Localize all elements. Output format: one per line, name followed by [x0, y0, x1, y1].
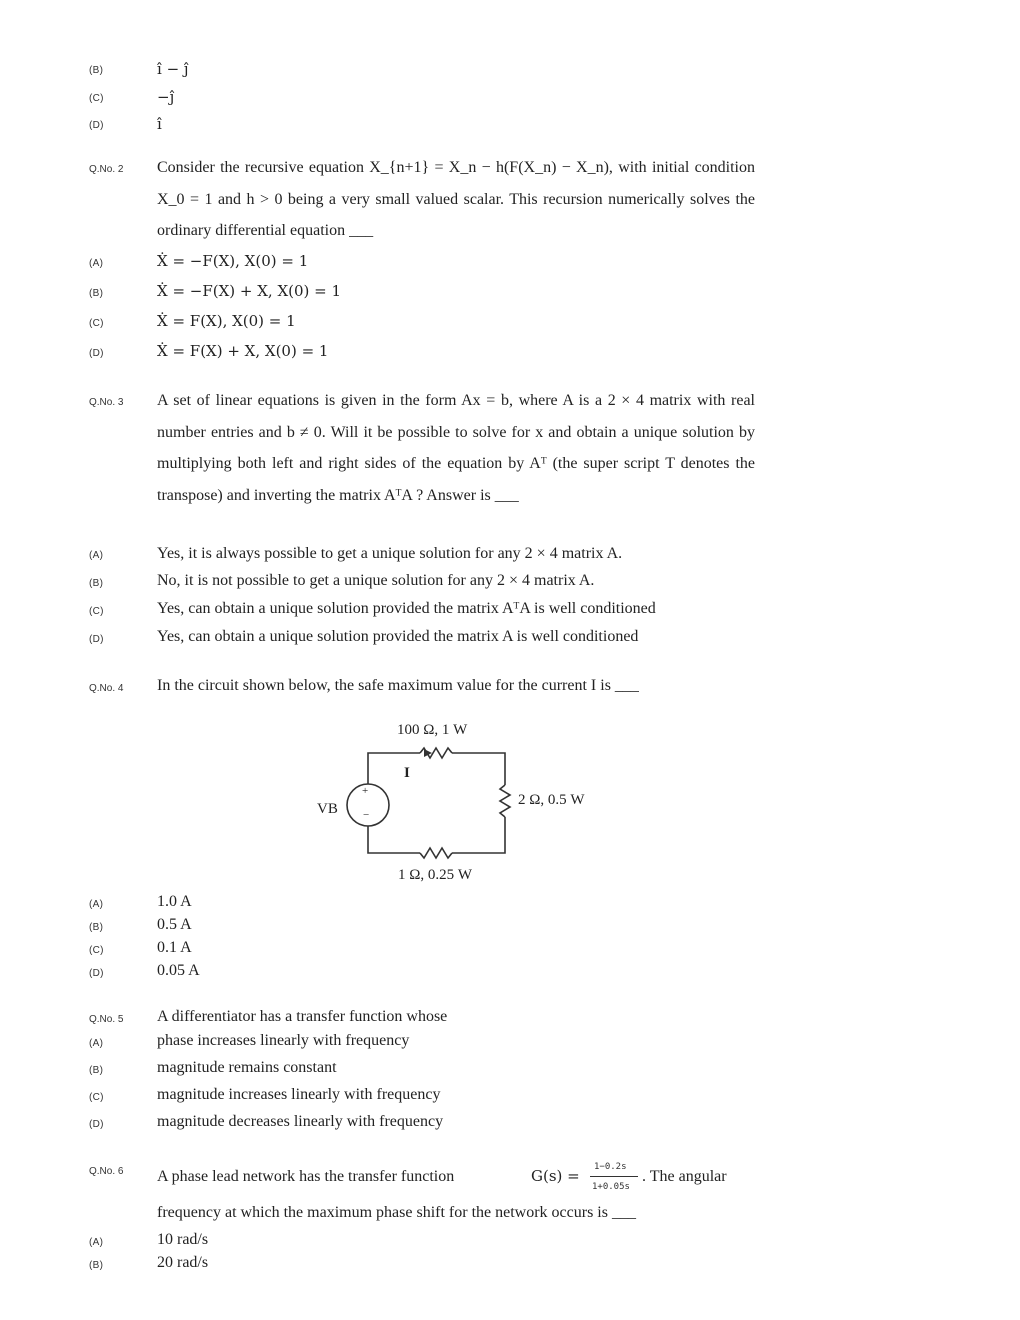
option-label: (D) — [89, 968, 104, 979]
option-text: Ẋ = −F(X), X(0) = 1 — [157, 252, 309, 270]
question-number: Q.No. 2 — [89, 164, 124, 175]
option-label: (C) — [89, 606, 104, 617]
option-label: (B) — [89, 1065, 104, 1076]
option-text: Ẋ = −F(X) + X, X(0) = 1 — [157, 282, 342, 300]
option-label: (A) — [89, 1038, 104, 1049]
right-resistor-label: 2 Ω, 0.5 W — [518, 792, 585, 808]
option-text: 10 rad/s — [157, 1231, 209, 1248]
option-text: Yes, can obtain a unique solution provided the matrix AᵀA is well conditioned — [157, 600, 656, 617]
option-label: (D) — [89, 634, 104, 645]
right-resistor — [500, 785, 510, 817]
fraction-denominator: 1+0.05s — [592, 1182, 630, 1192]
fraction-numerator: 1−0.2s — [594, 1162, 627, 1172]
question-text: Consider the recursive equation X_{n+1} = X_n − h(F(X_n) − X_n), with initial condition X_0 = 1 and h > 0 being a very small valued scalar. This recursion numerically solves the ordinary differential equation ___ — [157, 159, 755, 239]
question-text: A differentiator has a transfer function whose — [157, 1008, 448, 1025]
option-text: −ȷ̂ — [157, 88, 175, 106]
option-text: Ẋ = F(X) + X, X(0) = 1 — [157, 342, 329, 360]
question-text: In the circuit shown below, the safe maximum value for the current I is ___ — [157, 677, 639, 694]
transfer-function-label: G(s) = — [531, 1167, 580, 1185]
option-text: ı̂ − ȷ̂ — [157, 60, 189, 78]
option-text: magnitude decreases linearly with frequency — [157, 1113, 444, 1130]
option-text: Ẋ = F(X), X(0) = 1 — [157, 312, 296, 330]
option-label: (B) — [89, 288, 104, 299]
option-label: (D) — [89, 1119, 104, 1130]
top-resistor-label: 100 Ω, 1 W — [397, 722, 468, 738]
fraction-bar — [590, 1176, 638, 1177]
option-label: (D) — [89, 348, 104, 359]
top-right-wire — [452, 753, 505, 785]
option-label: (A) — [89, 258, 104, 269]
option-label: (A) — [89, 899, 104, 910]
option-text: 0.05 A — [157, 962, 200, 979]
plus-sign: + — [362, 785, 369, 797]
option-label: (B) — [89, 1260, 104, 1271]
option-label: (B) — [89, 65, 104, 76]
question-text-line2: frequency at which the maximum phase shift for the network occurs is ___ — [157, 1204, 636, 1221]
option-label: (D) — [89, 120, 104, 131]
question-text-part1: A phase lead network has the transfer function — [157, 1168, 455, 1185]
option-label: (A) — [89, 1237, 104, 1248]
current-label: I — [404, 765, 410, 781]
bottom-resistor-label: 1 Ω, 0.25 W — [398, 867, 473, 883]
option-text: 0.5 A — [157, 916, 192, 933]
question-text-part2: . The angular — [642, 1168, 727, 1185]
minus-sign: − — [363, 809, 370, 821]
option-text: 1.0 A — [157, 893, 192, 910]
circuit-diagram — [300, 715, 620, 890]
option-label: (C) — [89, 945, 104, 956]
option-text: 0.1 A — [157, 939, 192, 956]
top-wire — [368, 753, 420, 785]
option-label: (B) — [89, 578, 104, 589]
source-label: VB — [317, 801, 338, 817]
question-text: A set of linear equations is given in the form Ax = b, where A is a 2 × 4 matrix with real number entries and b ≠ 0. Will it be possible to solve for x and obtain a unique solution by multiplying both left and right sides of the equation by Aᵀ (the super script T denotes the transpose) and inverting the matrix AᵀA ? Answer is ___ — [157, 392, 755, 504]
option-label: (C) — [89, 93, 104, 104]
bottom-left-wire — [368, 825, 420, 853]
question-number: Q.No. 4 — [89, 683, 124, 694]
option-label: (C) — [89, 318, 104, 329]
option-text: phase increases linearly with frequency — [157, 1032, 410, 1049]
question-number: Q.No. 6 — [89, 1166, 124, 1177]
option-text: ı̂ — [157, 115, 162, 133]
bottom-resistor — [420, 848, 452, 858]
option-label: (C) — [89, 1092, 104, 1103]
right-wire — [452, 817, 505, 853]
option-text: Yes, it is always possible to get a unique solution for any 2 × 4 matrix A. — [157, 545, 623, 562]
option-text: magnitude increases linearly with frequency — [157, 1086, 441, 1103]
question-number: Q.No. 5 — [89, 1014, 124, 1025]
option-text: magnitude remains constant — [157, 1059, 337, 1076]
option-label: (A) — [89, 550, 104, 561]
option-label: (B) — [89, 922, 104, 933]
option-text: Yes, can obtain a unique solution provided the matrix A is well conditioned — [157, 628, 639, 645]
option-text: 20 rad/s — [157, 1254, 209, 1271]
option-text: No, it is not possible to get a unique solution for any 2 × 4 matrix A. — [157, 572, 595, 589]
question-number: Q.No. 3 — [89, 397, 124, 408]
